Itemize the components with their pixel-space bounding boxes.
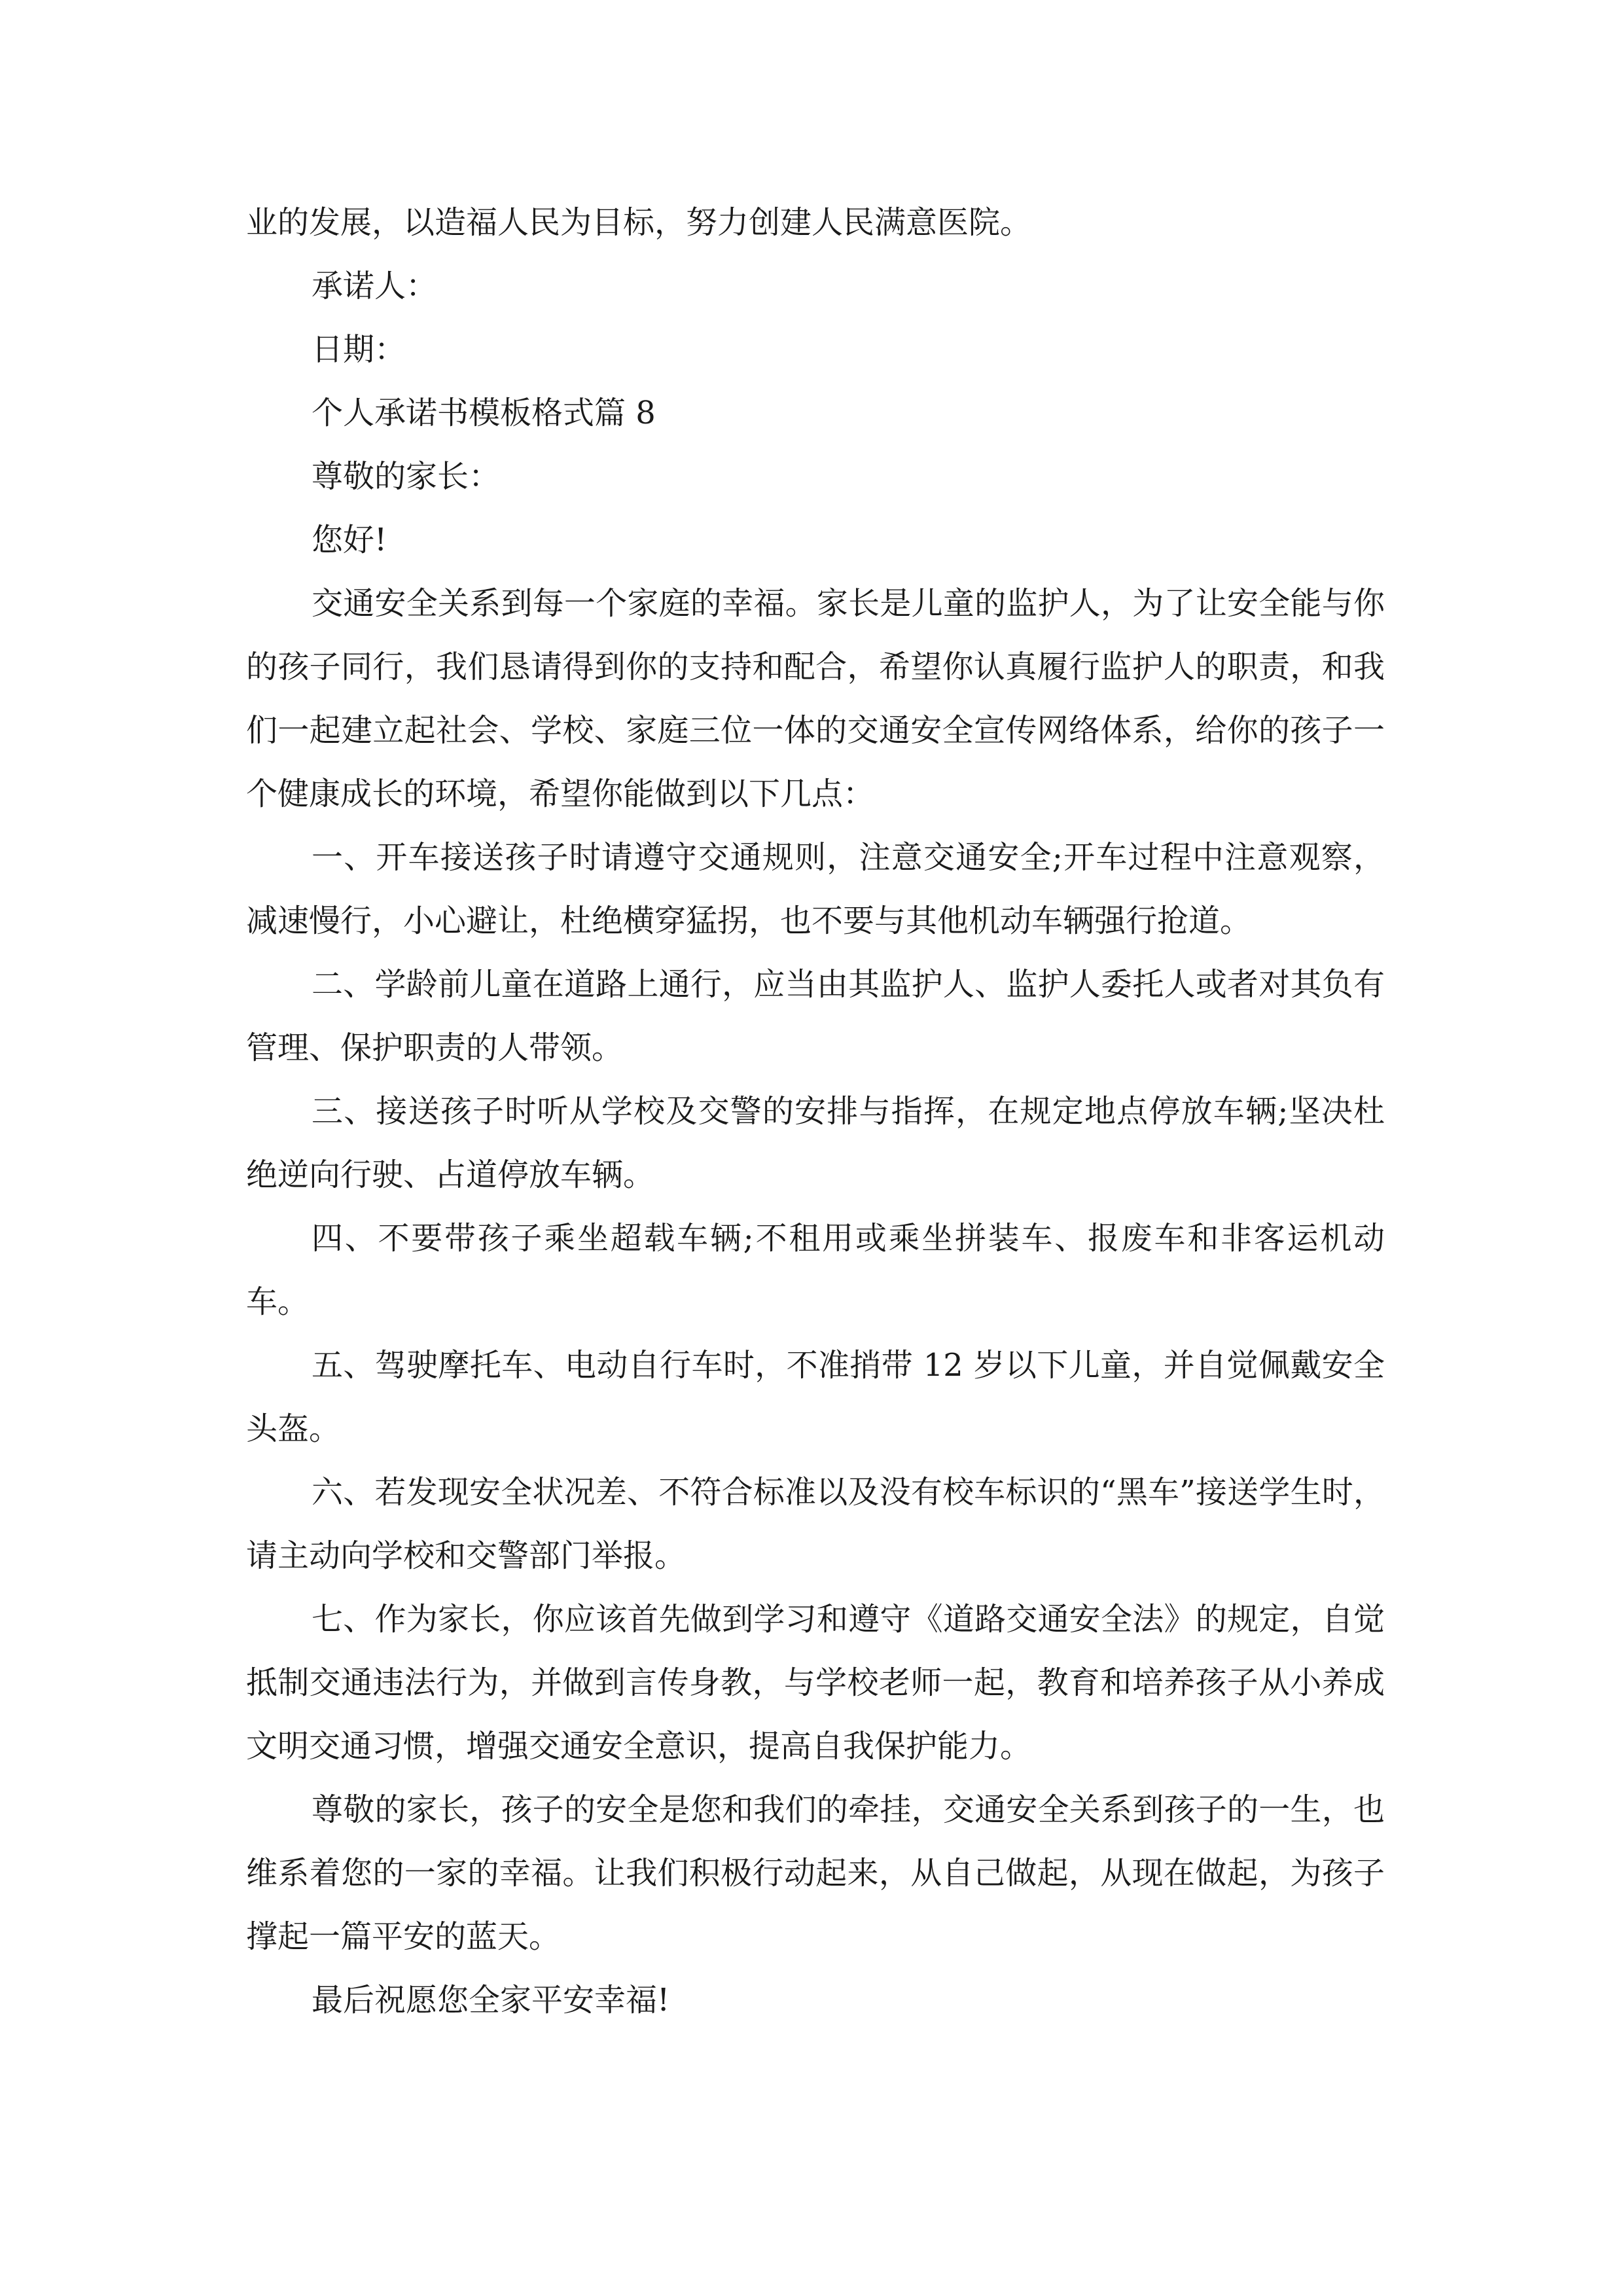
point-three: 三、接送孩子时听从学校及交警的安排与指挥，在规定地点停放车辆;坚决杜绝逆向行驶、占道停放车辆。 <box>246 1093 1385 1193</box>
greeting: 您好! <box>312 522 387 558</box>
point-six: 六、若发现安全状况差、不符合标准以及没有校车标识的“黑车”接送学生时，请主动向学校和交警部门举报。 <box>246 1474 1385 1574</box>
document-body <box>246 191 1385 2032</box>
closing-paragraph: 尊敬的家长，孩子的安全是您和我们的牵挂，交通安全关系到孩子的一生，也维系着您的一家的幸福。让我们积极行动起来，从自己做起，从现在做起，为孩子撑起一篇平安的蓝天。 <box>246 1791 1385 1955</box>
signer-label: 承诺人： <box>312 268 438 304</box>
section-title: 个人承诺书模板格式篇 8 <box>312 395 656 431</box>
final-wish: 最后祝愿您全家平安幸福! <box>312 1982 670 2018</box>
point-five: 五、驾驶摩托车、电动自行车时，不准捎带 12 岁以下儿童，并自觉佩戴安全头盔。 <box>246 1347 1385 1447</box>
point-seven: 七、作为家长，你应该首先做到学习和遵守《道路交通安全法》的规定，自觉抵制交通违法行为，并做到言传身教，与学校老师一起，教育和培养孩子从小养成文明交通习惯，增强交通安全意识，提高自我保护能力。 <box>246 1601 1385 1765</box>
paragraph-continuation: 业的发展，以造福人民为目标，努力创建人民满意医院。 <box>246 204 1032 241</box>
point-four: 四、不要带孩子乘坐超载车辆;不租用或乘坐拼装车、报废车和非客运机动车。 <box>246 1220 1385 1320</box>
date-label: 日期： <box>312 331 406 368</box>
salutation: 尊敬的家长： <box>312 458 501 495</box>
point-one: 一、开车接送孩子时请遵守交通规则，注意交通安全;开车过程中注意观察，减速慢行，小心避让，杜绝横穿猛拐，也不要与其他机动车辆强行抢道。 <box>246 839 1385 939</box>
intro-paragraph: 交通安全关系到每一个家庭的幸福。家长是儿童的监护人，为了让安全能与你的孩子同行，我们恳请得到你的支持和配合，希望你认真履行监护人的职责，和我们一起建立起社会、学校、家庭三位一体的交通安全宣传网络体系，给你的孩子一个健康成长的环境，希望你能做到以下几点： <box>246 585 1385 812</box>
point-two: 二、学龄前儿童在道路上通行，应当由其监护人、监护人委托人或者对其负有管理、保护职责的人带领。 <box>246 966 1385 1066</box>
